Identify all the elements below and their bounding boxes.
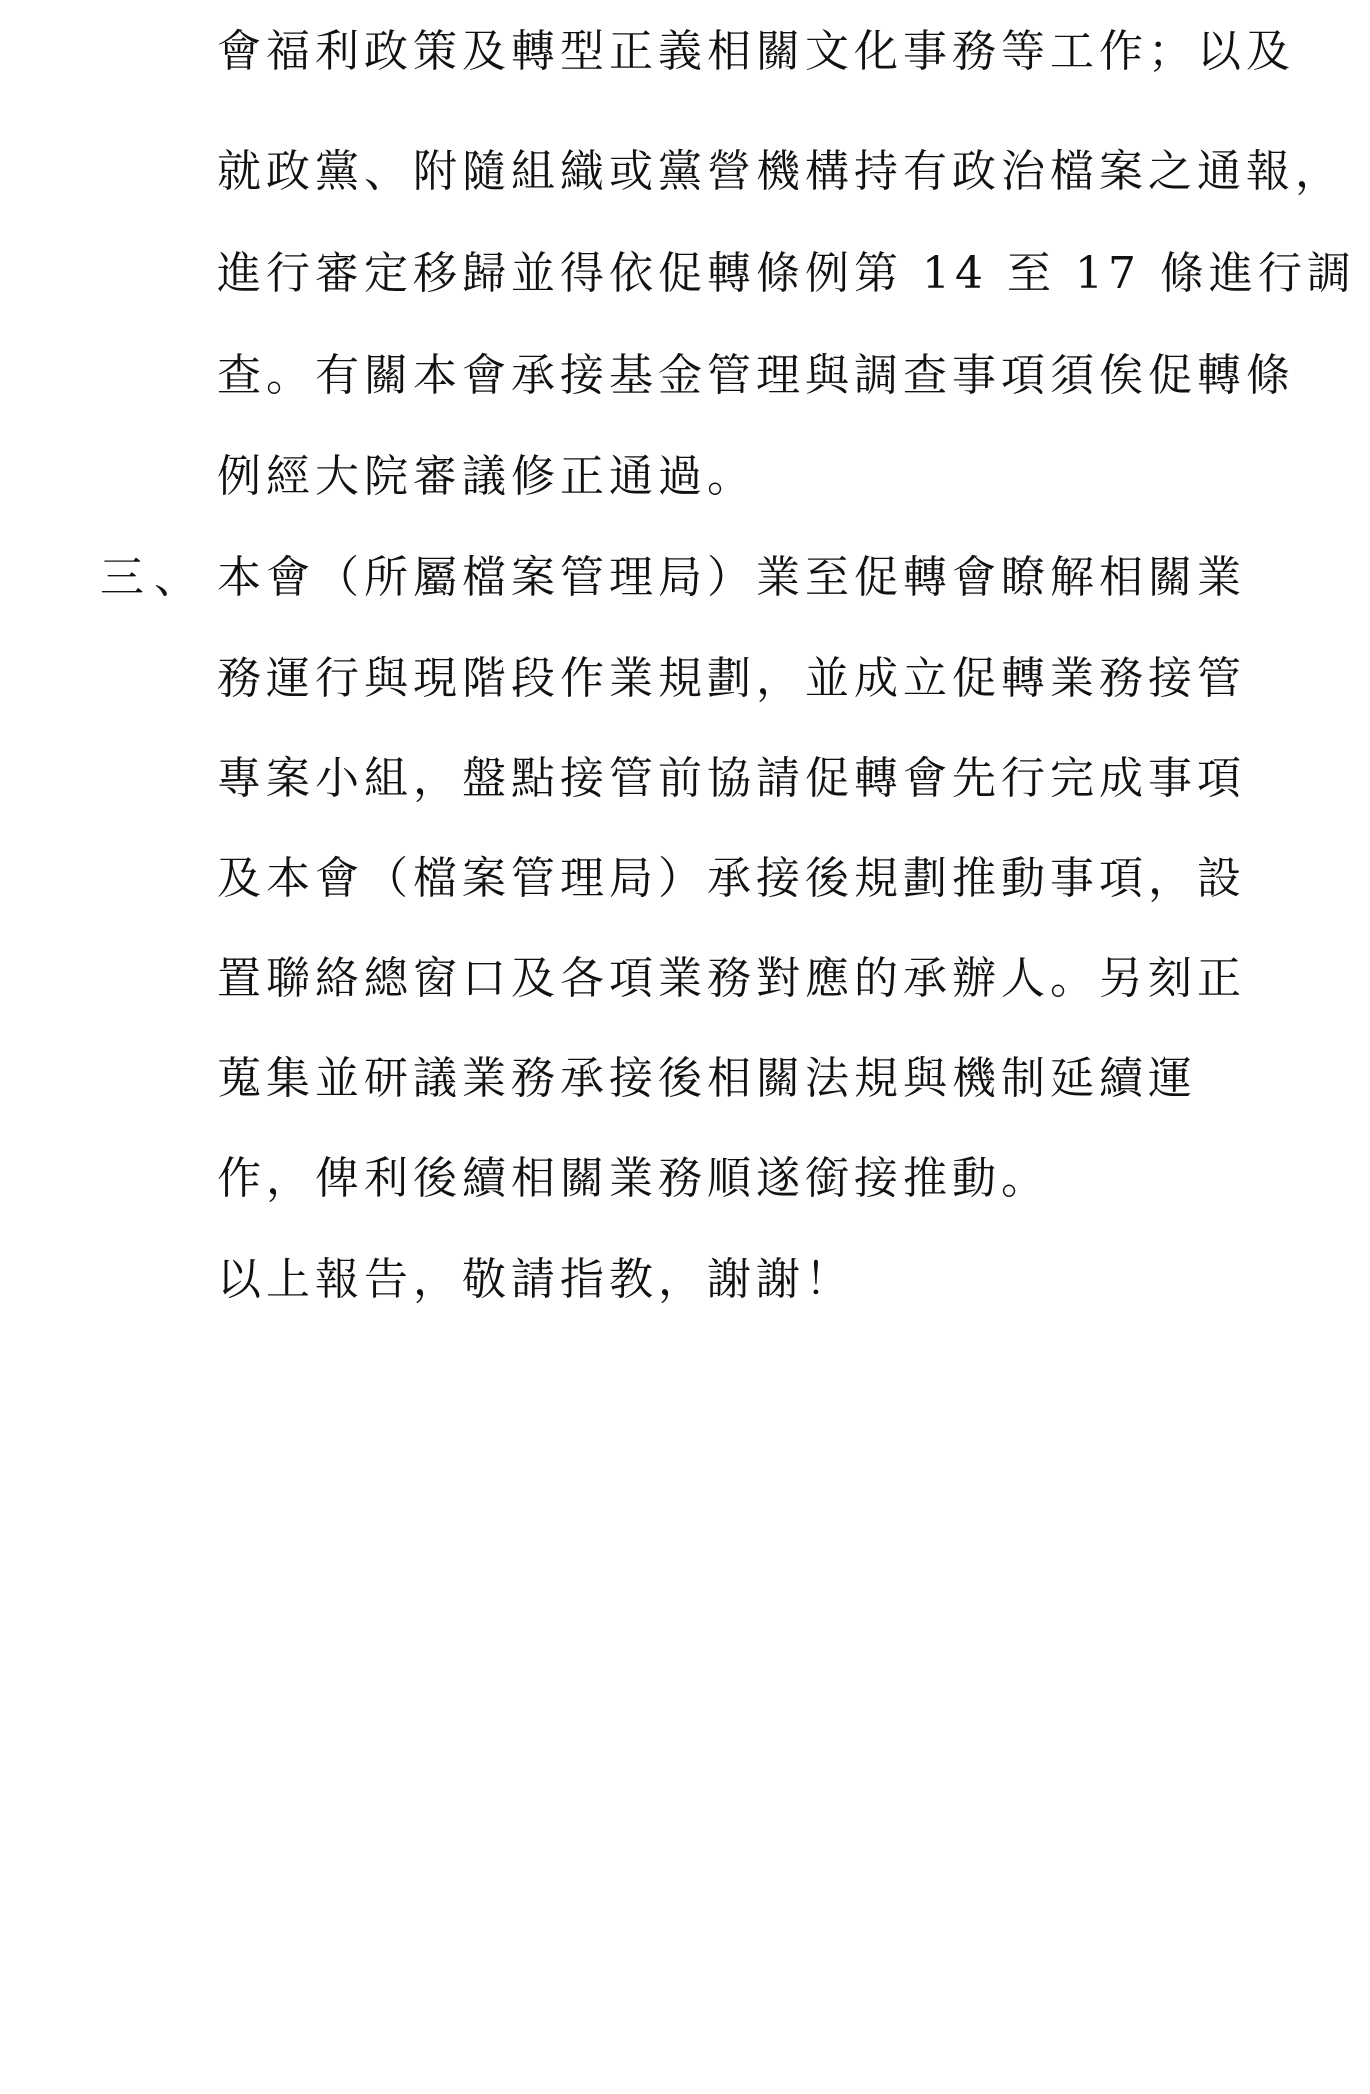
text-line: 查。有關本會承接基金管理與調查事項須俟促轉條	[217, 350, 1295, 401]
text-line: 本會（所屬檔案管理局）業至促轉會瞭解相關業	[217, 552, 1246, 603]
text-line: 例經大院審議修正通過。	[217, 451, 756, 502]
text-line: 務運行與現階段作業規劃，並成立促轉業務接管	[217, 653, 1246, 704]
text-line: 及本會（檔案管理局）承接後規劃推動事項，設	[217, 853, 1246, 904]
text-line: 專案小組，盤點接管前協請促轉會先行完成事項	[217, 753, 1246, 804]
text-line: 會福利政策及轉型正義相關文化事務等工作；以及	[217, 26, 1295, 77]
section-marker: 三、	[100, 552, 208, 603]
text-line: 進行審定移歸並得依促轉條例第 14 至 17 條進行調	[217, 248, 1356, 299]
text-line: 作，俾利後續相關業務順遂銜接推動。	[217, 1153, 1050, 1204]
text-line: 就政黨、附隨組織或黨營機構持有政治檔案之通報，	[217, 146, 1344, 197]
text-line: 置聯絡總窗口及各項業務對應的承辦人。另刻正	[217, 953, 1246, 1004]
closing-remark: 以上報告，敬請指教，謝謝！	[217, 1254, 854, 1305]
text-line: 蒐集並研議業務承接後相關法規與機制延續運	[217, 1053, 1197, 1104]
